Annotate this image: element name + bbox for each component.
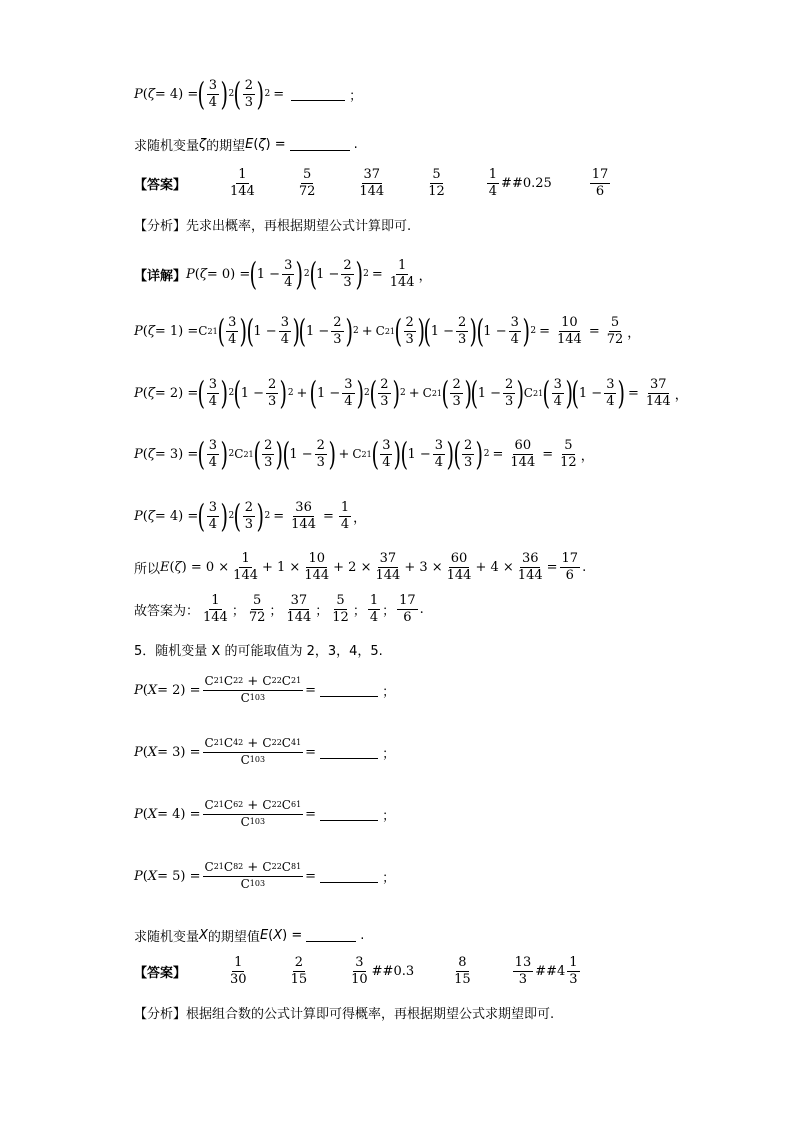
answer-blank[interactable] (291, 88, 345, 101)
answer-blank[interactable] (320, 684, 378, 697)
q5-p3-line: P ( X = 3) = C 2 1 C 4 2 + C 2 2 C 4 1 C 10 3 = ； (134, 736, 396, 767)
q5-analysis: 【分析】根据组合数的公式计算即可得概率，再根据期望公式求期望即可. (134, 1007, 555, 1022)
q5-expect-prompt: 求随机变量 X 的期望值 E ( X ) = . (134, 928, 365, 945)
q4-answer-row: 【答案】 $\frac{1}{144}$ $\frac{5}{72}$ $\frac{37}{144}$ $\frac{5}{12}$ $\frac{1}{4}$ ##0.25 $\frac{17}{6}$ (134, 167, 609, 199)
q5-answer-row: 【答案】 $\frac{1}{30}$ $\frac{2}{15}$ $\frac{3}{10}$ ##0.3 $\frac{8}{15}$ $\frac{13}{3}$ ##4 $\frac{1}{3}$ (134, 955, 578, 987)
answer-blank[interactable] (320, 808, 378, 821)
answer-blank[interactable] (320, 870, 378, 883)
q4-detail-p4: P ( ζ = 4) = ( $\frac{3}{4}$ ) 2 ( $\frac{2}{3}$ ) 2 = $\frac{36}{144}$ = $\frac{1}{4}$ ， (134, 497, 367, 535)
q5-title: 5．随机变量 X 的可能取值为 2，3，4，5. (134, 644, 383, 659)
answer-blank[interactable] (320, 746, 378, 759)
q4-p4-line: P ( ζ = 4) = ( $\frac{3}{4}$ ) 2 ( $\frac{2}{3}$ ) 2 = ； (134, 75, 363, 113)
answer-blank[interactable] (306, 929, 356, 942)
q5-p2-line: P ( X = 2) = C 2 1 C 2 2 + C 2 2 C 2 1 C 10 3 = ； (134, 674, 396, 705)
q4-analysis: 【分析】先求出概率，再根据期望公式计算即可. (134, 219, 412, 234)
answer-blank[interactable] (290, 138, 350, 151)
q5-p5-line: P ( X = 5) = C 2 1 C 8 2 + C 2 2 C 8 1 C 10 3 = ； (134, 860, 396, 891)
q4-detail-p0: 【详解】 P ( ζ = 0) = ( 1 − $\frac{3}{4}$ ) 2 ( 1 − $\frac{2}{3}$ ) 2 = $\frac{1}{144}$ ， (134, 255, 432, 293)
q4-expect-prompt: 求随机变量 ζ 的期望 E ( ζ ) = . (134, 137, 358, 154)
q4-detail-p3: P ( ζ = 3) = ( $\frac{3}{4}$ ) 2 C 2 1 ( $\frac{2}{3}$ ) ( 1 − $\frac{2}{3}$ ) + C 2 1 ( $\frac{3}{4}$ ) ( 1 − $\frac{3}{4}$ ) ( $\frac{2}{3}$ ) 2 = $\frac{60}{144}$ = $\frac{5}{12}$ ， (134, 435, 594, 473)
q4-detail-p2: P ( ζ = 2) = ( $\frac{3}{4}$ ) 2 ( 1 − $\frac{2}{3}$ ) 2 + ( 1 − $\frac{3}{4}$ ) 2 ( $\frac{2}{3}$ ) 2 + C 2 1 ( $\frac{2}{3}$ ) ( 1 − $\frac{2}{3}$ ) C 2 1 ( $\frac{3}{4}$ ) ( 1 − $\frac{3}{4}$ ) = $\frac{37}{144}$ ， (134, 374, 688, 412)
q4-detail-p1: P ( ζ = 1) = C 2 1 ( $\frac{3}{4}$ ) ( 1 − $\frac{3}{4}$ ) ( 1 − $\frac{2}{3}$ ) 2 + C 2 1 ( $\frac{2}{3}$ ) ( 1 − $\frac{2}{3}$ ) ( 1 − $\frac{3}{4}$ ) 2 = $\frac{10}{144}$ = $\frac{5}{72}$ ， (134, 312, 641, 350)
q4-expectation-calc: 所以 E ( ζ ) = 0 × $\frac{1}{144}$ + 1 × $\frac{10}{144}$ + 2 × $\frac{37}{144}$ + 3 × $\frac{60}{144}$ + 4 × $\frac{36}{144}$ = $\frac{17}{6}$ . (134, 551, 587, 583)
q5-p4-line: P ( X = 4) = C 2 1 C 6 2 + C 2 2 C 6 1 C 10 3 = ； (134, 798, 396, 829)
q4-final-answer: 故答案为： $\frac{1}{144}$ ； $\frac{5}{72}$ ； $\frac{37}{144}$ ； $\frac{5}{12}$ ； $\frac{1}{4}$ ； $\frac{17}{6}$ . (134, 593, 424, 625)
